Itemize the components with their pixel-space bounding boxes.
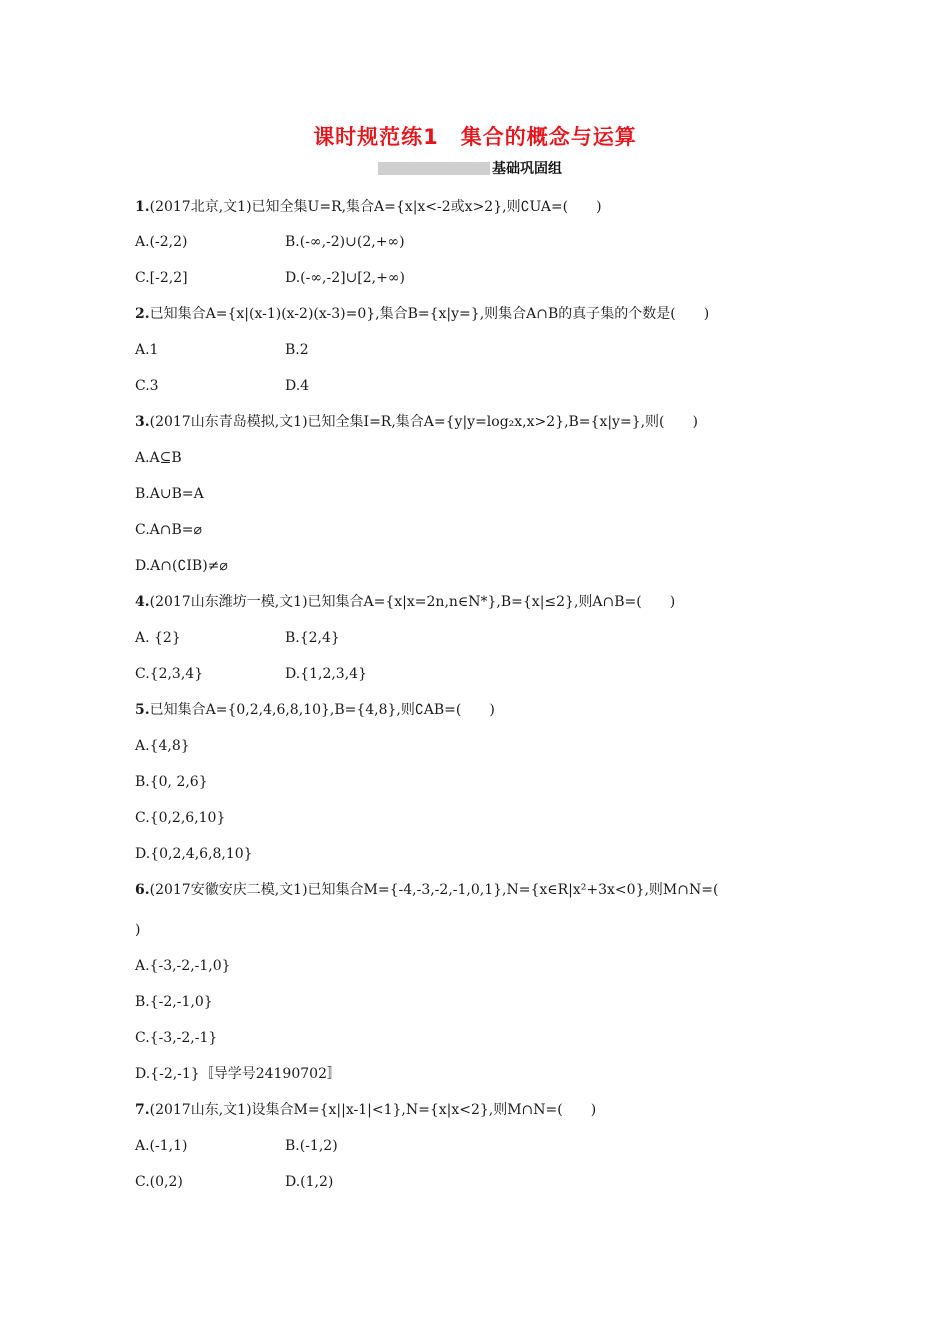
question-stem: (2017山东,文1)设集合M={x||x-1|<1},N={x|x<2},则M∩N=( ): [149, 1102, 597, 1118]
question-5: [135, 700, 495, 720]
question-stem: 已知集合A={0,2,4,6,8,10},B={4,8},则∁AB=( ): [149, 702, 495, 718]
question-4: [135, 592, 675, 612]
question-2: [135, 304, 709, 324]
option-b: B.{0, 2,6}: [135, 774, 208, 790]
question-stem: (2017安徽安庆二模,文1)已知集合M={-4,-3,-2,-1,0,1},N={x∈R|x²+3x<0},则M∩N=(: [149, 882, 719, 898]
question-stem: (2017北京,文1)已知全集U=R,集合A={x|x<-2或x>2},则∁UA=( ): [149, 199, 602, 215]
option-a: A.(-1,1): [135, 1138, 188, 1154]
section-bar: [378, 162, 490, 175]
option-c: C.{0,2,6,10}: [135, 810, 226, 826]
question-3: [135, 412, 698, 432]
question-6: [135, 880, 718, 900]
option-d: D.4: [285, 378, 310, 394]
option-b: B.{2,4}: [285, 630, 340, 646]
question-stem: 已知集合A={x|(x-1)(x-2)(x-3)=0},集合B={x|y=},则集合A∩B的真子集的个数是( ): [149, 306, 710, 322]
option-a: A.1: [135, 342, 159, 358]
option-d: D.{0,2,4,6,8,10}: [135, 846, 253, 862]
option-b: B.2: [285, 342, 309, 358]
question-number: 5.: [135, 702, 150, 718]
option-d: D.{-2,-1}〚导学号24190702〛: [135, 1066, 341, 1082]
question-1: [135, 197, 602, 217]
option-a: A.{-3,-2,-1,0}: [135, 958, 231, 974]
option-a: A.A⊆B: [135, 450, 182, 466]
question-7: [135, 1100, 596, 1120]
option-b: B.{-2,-1,0}: [135, 994, 213, 1010]
option-c: C.{-3,-2,-1}: [135, 1030, 218, 1046]
option-b: B.(-1,2): [285, 1138, 338, 1154]
option-c: C.A∩B=⌀: [135, 522, 202, 538]
question-number: 1.: [135, 199, 150, 215]
question-number: 3.: [135, 414, 150, 430]
option-a: A.(-2,2): [135, 234, 188, 250]
section-label: 基础巩固组: [492, 161, 562, 177]
option-c: C.(0,2): [135, 1174, 183, 1190]
option-d: D.(-∞,-2]∪[2,+∞): [285, 270, 405, 286]
question-number: 7.: [135, 1102, 150, 1118]
question-number: 2.: [135, 306, 150, 322]
option-b: B.A∪B=A: [135, 486, 204, 502]
option-c: C.{2,3,4}: [135, 666, 204, 682]
option-d: D.A∩(∁IB)≠⌀: [135, 558, 228, 574]
option-d: D.{1,2,3,4}: [285, 666, 367, 682]
option-d: D.(1,2): [285, 1174, 334, 1190]
option-c: C.3: [135, 378, 159, 394]
question-number: 6.: [135, 882, 150, 898]
option-a: A.{4,8}: [135, 738, 190, 754]
question-stem: (2017山东青岛模拟,文1)已知全集I=R,集合A={y|y=log₂x,x>2},B={x|y=},则( ): [149, 414, 698, 430]
option-a: A. {2}: [135, 630, 181, 646]
option-c: C.[-2,2]: [135, 270, 188, 286]
page-title: 课时规范练1 集合的概念与运算: [313, 125, 637, 149]
question-number: 4.: [135, 594, 150, 610]
question-stem: (2017山东潍坊一模,文1)已知集合A={x|x=2n,n∈N*},B={x|≤2},则A∩B=( ): [149, 594, 676, 610]
option-b: B.(-∞,-2)∪(2,+∞): [285, 234, 405, 250]
question-6-continuation: ): [135, 922, 141, 938]
